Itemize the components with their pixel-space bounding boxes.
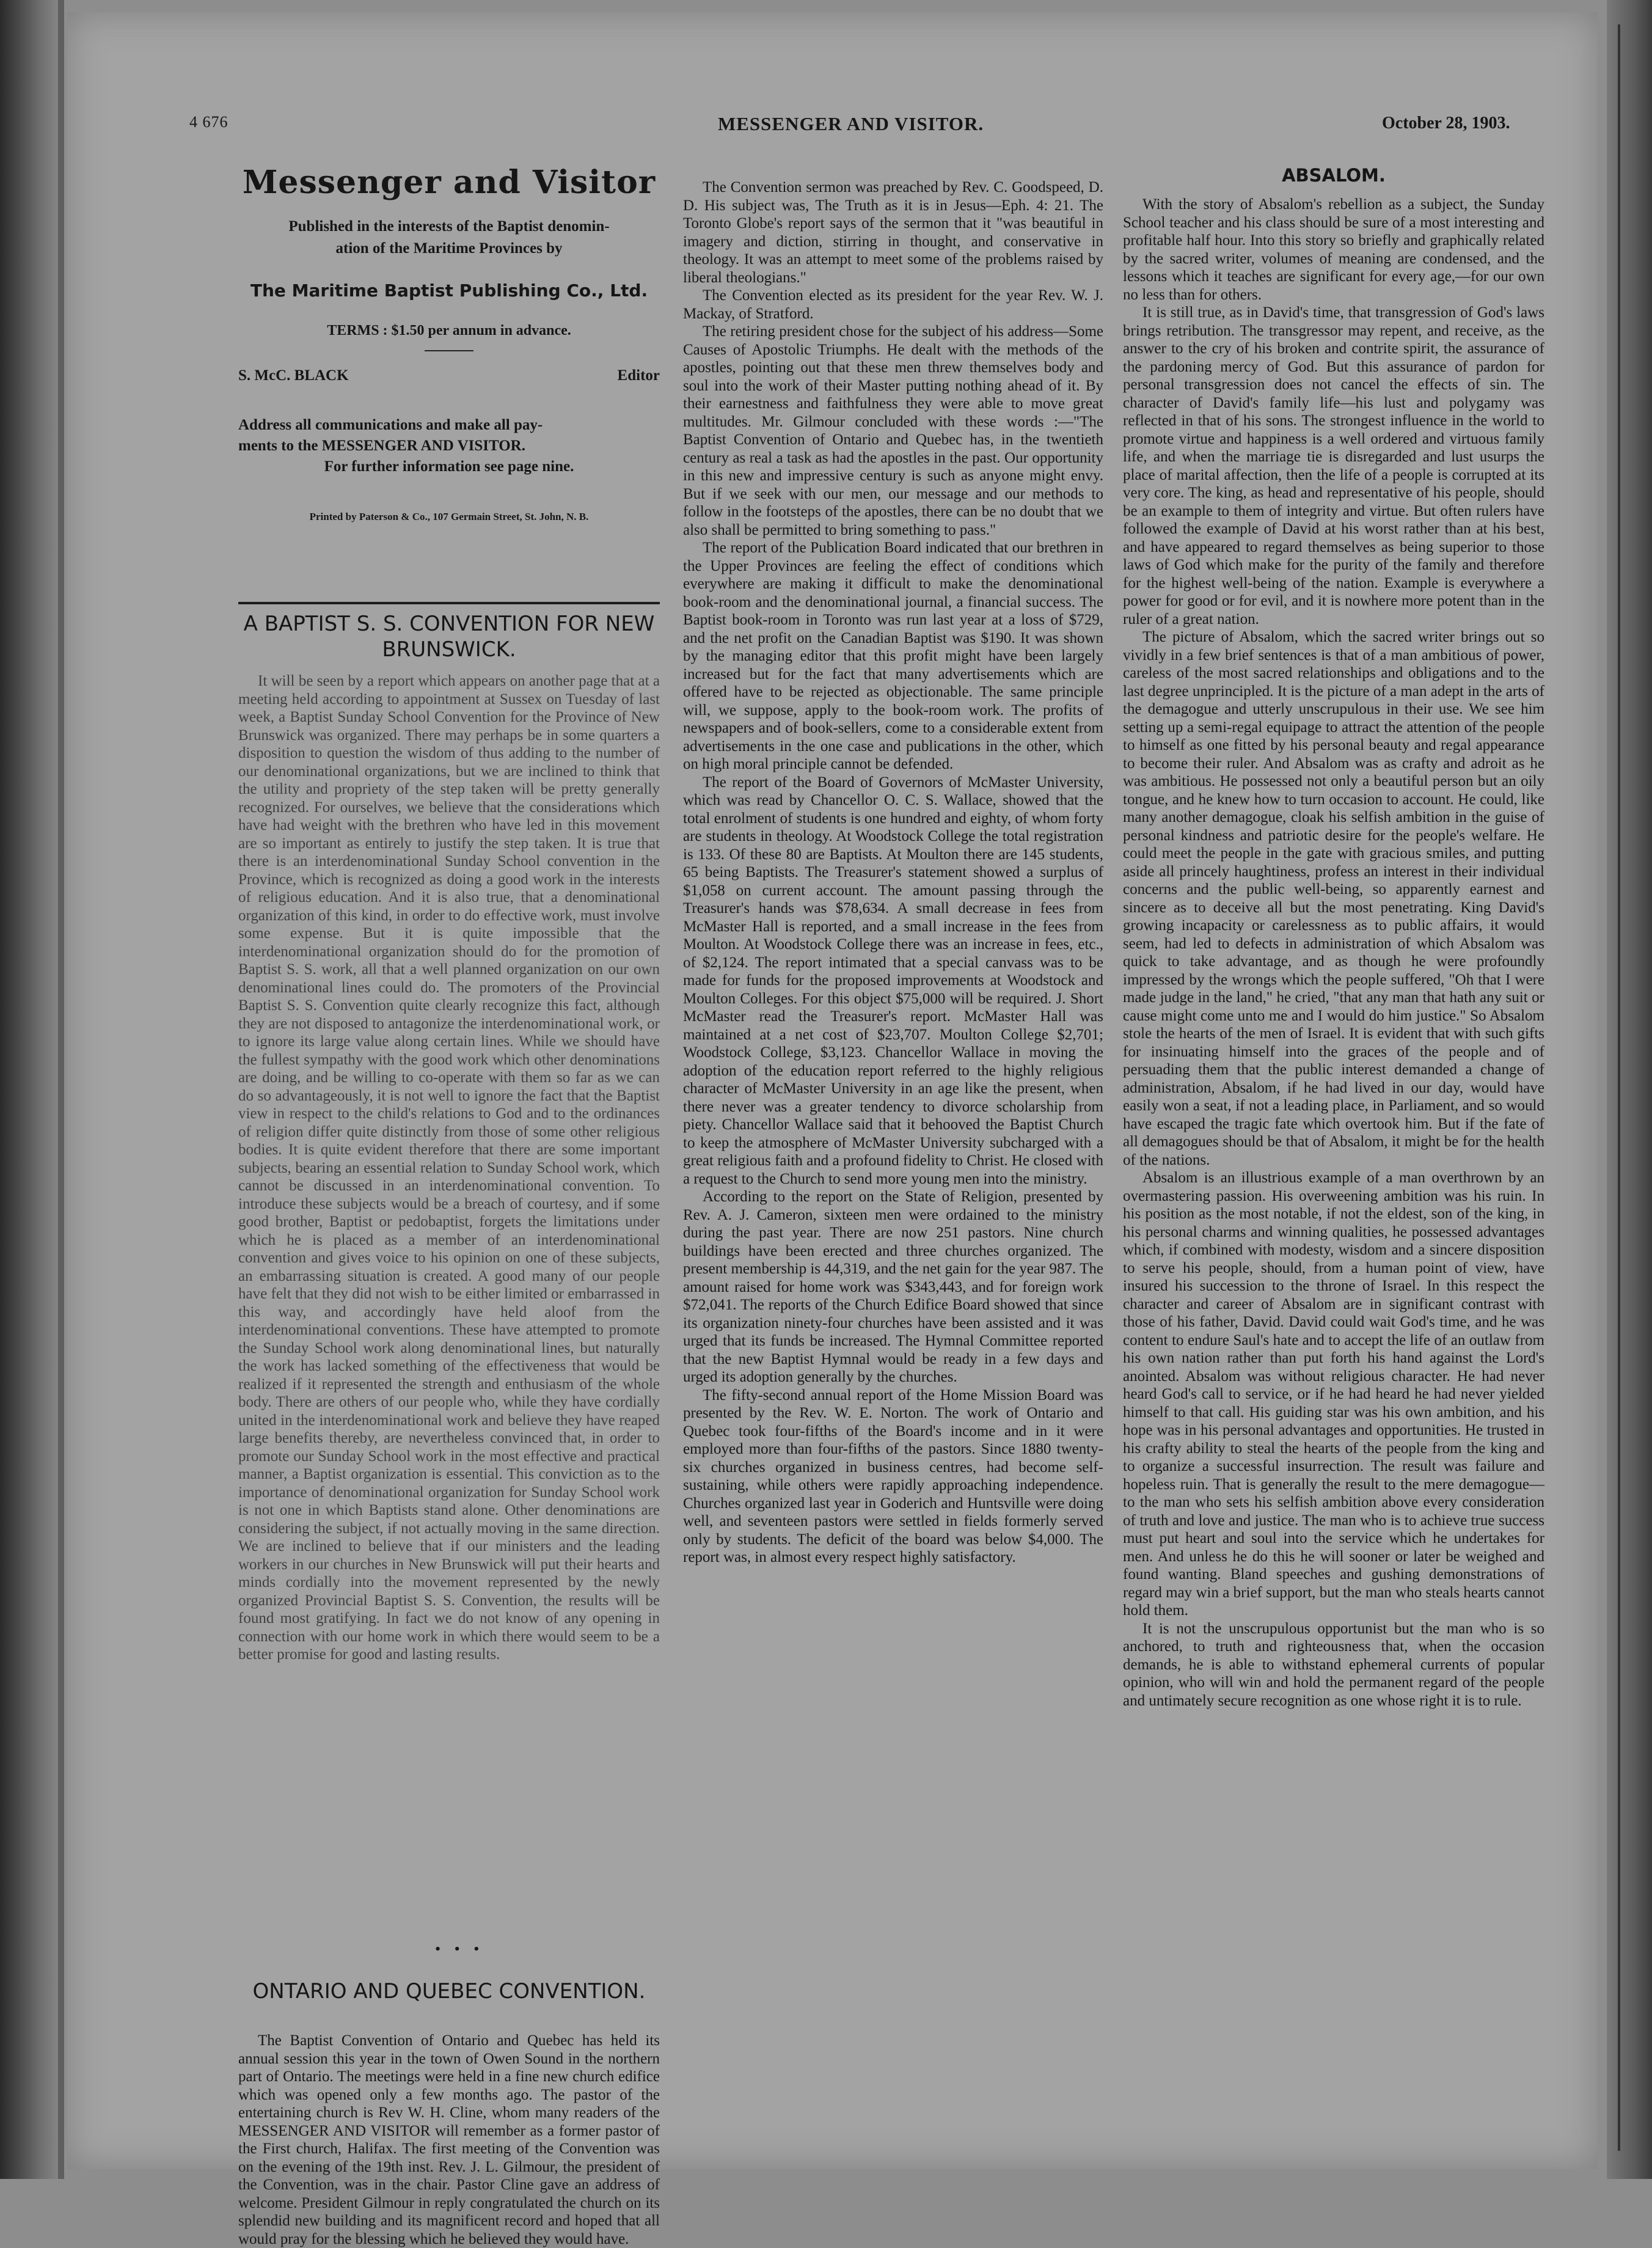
article-ss-convention	[238, 672, 660, 1664]
paragraph: It is not the unscrupulous opportunist but the man who is so anchored, to truth and righteousness that, when the occasion demands, he is able to withstand ephemeral currents of popular opinion, who will win and hold the permanent regard of the people and untimately secure recognition as one whose right it is to rule.	[1123, 1620, 1544, 1709]
editorial-box	[238, 158, 660, 523]
paragraph: The report of the Board of Governors of McMaster University, which was read by Chancellor O. C. S. Wallace, showed that the total enrolment of students is one hundred and eighty, of whom forty are students in theology. At Woodstock College the total registration is 133. Of these 80 are Baptists. At Moulton there are 145 students, 65 being Baptists. The Treasurer's statement showed a surplus of $1,058 on current account. The amount passing through the Treasurer's hands was $78,634. A small decrease in fees from McMaster Hall is reported, and a small increase in the fees from Moulton. At Woodstock College there was an increase in fees, etc., of $2,124. The report intimated that a special canvass was to be made for funds for the proposed improvements at Woodstock and Moulton Colleges. For this object $75,000 will be required. J. Short McMaster read the Treasurer's report. McMaster Hall was maintained at a net cost of $23,707. Moulton College $2,701; Woodstock College, $3,123. Chancellor Wallace in moving the adoption of the education report referred to the highly religious character of McMaster University in an age like the present, when there never was a greater tendency to divorce scholarship from piety. Chancellor Wallace said that it behooved the Baptist Church to keep the atmosphere of McMaster University subcharged with a great religious faith and a profound fidelity to Christ. He closed with a request to the Church to send more young men into the ministry.	[683, 774, 1103, 1187]
paragraph: The retiring president chose for the subject of his address—Some Causes of Apostolic Triumphs. He dealt with the methods of the apostles, pointing out that these men threw themselves body and soul into the work of their Master putting nothing ahead of it. By their earnestness and faithfulness they were able to move great multitudes. Mr. Gilmour concluded with these words :—"The Baptist Convention of Ontario and Quebec has, in the twentieth century as real a task as had the apostles in the past. Our opportunity in this new and impressive century is such as anyone might envy. But if we seek with our men, our message and our methods to follow in the footsteps of the apostles, there can be no doubt that we also shall be permitted to bring something to pass."	[683, 323, 1103, 538]
paragraph: According to the report on the State of Religion, presented by Rev. A. J. Cameron, sixteen men were ordained to the ministry during the past year. There are now 251 pastors. Nine church buildings have been erected and three churches organized. The present membership is 44,319, and the net gain for the year 987. The amount raised for home work was $343,443, and for foreign work $72,041. The reports of the Church Edifice Board showed that since its organization ninety-four churches have been assisted and it was urged that its funds be increased. The Hymnal Committee reported that the new Baptist Hymnal would be ready in a few days and urged its adoption generally by the churches.	[683, 1188, 1103, 1385]
article-ontario-quebec-start	[238, 2032, 660, 2247]
section-ornament: • • •	[435, 1940, 484, 1958]
headline-ontario-quebec: ONTARIO AND QUEBEC CONVENTION.	[252, 1979, 646, 2004]
publisher-name: The Maritime Baptist Publishing Co., Ltd.	[250, 280, 648, 301]
running-masthead: MESSENGER AND VISITOR.	[718, 113, 984, 134]
address-line-3: For further information see page nine.	[324, 458, 574, 475]
issue-date: October 28, 1903.	[1382, 114, 1510, 133]
paper-name: Messenger and Visitor	[242, 164, 656, 201]
paragraph: With the story of Absalom's rebellion as a subject, the Sunday School teacher and his class should be sure of a most interesting and profitable half hour. Into this story so briefly and graphically related by the sacred writer, volumes of meaning are condensed, and the lessons which it teaches are significant for every age,—for our own no less than for others.	[1123, 196, 1544, 303]
paragraph-continued: The Baptist Convention of Ontario and Quebec has held its annual session this year in the town of Owen Sound in the northern part of Ontario. The meetings were held in a fine new church edifice which was opened only a few months ago. The pastor of the entertaining church is Rev W. H. Cline, whom many readers of the MESSENGER AND VISITOR will remember as a former pastor of the First church, Halifax. The first meeting of the Convention was on the evening of the 19th inst. Rev. J. L. Gilmour, the president of the Convention, was in the chair. Pastor Cline gave an address of welcome. President Gilmour in reply congratulated the church on its splendid new building and its magnificent record and hoped that all would pray for the blessing which he believed they would have.	[238, 2032, 660, 2247]
printer-credit: Printed by Paterson & Co., 107 Germain Street, St. John, N. B.	[309, 511, 589, 522]
paragraph: The fifty-second annual report of the Home Mission Board was presented by the Rev. W. E. Norton. The work of Ontario and Quebec took four-fifths of the Board's income and in it were employed more than four-fifths of the pastors. Since 1880 twenty-six churches organized in business centres, had become self-sustaining, while others were rapidly approaching independence. Churches organized last year in Goderich and Huntsville were doing well, and seventeen pastors were settled in fields formerly served only by students. The deficit of the board was below $4,000. The report was, in almost every respect highly satisfactory.	[683, 1386, 1103, 1565]
editor-row	[238, 367, 660, 384]
paragraph: The Convention elected as its president for the year Rev. W. J. Mackay, of Stratford.	[683, 287, 1103, 322]
paragraph: The Convention sermon was preached by Rev. C. Goodspeed, D. D. His subject was, The Truth as it is in Jesus—Eph. 4: 21. The Toronto Globe's report says of the sermon that it "was beautiful in imagery and diction, stirring in thought, and conservative in theology. It was an attempt to meet some of the problems raised by liberal theologians."	[683, 179, 1103, 286]
editor-name: S. McC. BLACK	[238, 367, 349, 384]
editor-label: Editor	[617, 367, 660, 384]
paragraph: The report of the Publication Board indicated that our brethren in the Upper Provinces are feeling the effect of conditions which everywhere are making it difficult to make the denominational book-room and the denominational journal, a financial success. The Baptist book-room in Toronto was run last year at a loss of $729, and the net profit on the Canadian Baptist was $190. It was shown by the managing editor that this profit might have been largely increased but for the fact that many advertisements which are offered have to be rejected as objectionable. The same principle will, we suppose, apply to the book-room work. The profits of newspapers and of book-sellers, come to a considerable extent from advertisements in the one case and publications in the other, which on high moral principle cannot be defended.	[683, 540, 1103, 772]
paragraph: The picture of Absalom, which the sacred writer brings out so vividly in a few brief sentences is that of a man ambitious of power, careless of the most sacred relationships and obligations and to the last degree unprincipled. It is the picture of a man adept in the arts of the demagogue and utterly unscrupulous in their use. We see him setting up a semi-regal equipage to attract the attention of the people to himself as one fitted by his personal beauty and regal appearance to become their ruler. And Absalom was as crafty and adroit as he was ambitious. He possessed not only a beautiful person but an oily tongue, and he knew how to turn occasion to account. He could, like many another demagogue, cloak his selfish ambition in the guise of personal kindness and patriotic desire for the people's welfare. He could meet the people in the gate with gracious smiles, and putting aside all princely haughtiness, profess an interest in their individual concerns and the public well-being, so apparently earnest and sincere as to deceive all but the most penetrating. King David's growing incapacity or carelessness as to public affairs, it would seem, had led to defects in administration of which Absalom was quick to take advantage, and as though he were profoundly impressed by the wrongs which the people suffered, "Oh that I were made judge in the land," he cried, "that any man that hath any suit or cause might come unto me and I would do him justice." So Absalom stole the hearts of the men of Israel. It is evident that with such gifts for insinuating himself into the graces of the people and of persuading them that the public interest demanded a change of administration, Absalom, if he had lived in our day, would have easily won a seat, if not a leading place, in Parliament, and so would have escaped the tragic fate which overtook him. But if the fate of all demagogues should be that of Absalom, it might be for the health of the nations.	[1123, 629, 1544, 1168]
page-gutter	[58, 0, 64, 2179]
headline-absalom: ABSALOM.	[1282, 165, 1386, 186]
next-page-rule	[1618, 24, 1620, 2151]
divider-rule	[425, 350, 473, 351]
article-ontario-quebec-continued	[683, 178, 1103, 1567]
purpose-line-2: ation of the Maritime Provinces by	[335, 240, 563, 257]
book-spine-shadow	[0, 0, 58, 2179]
subscription-terms: TERMS : $1.50 per annum in advance.	[327, 323, 571, 339]
paragraph: Absalom is an illustrious example of a man overthrown by an overmastering passion. His overweening ambition was his ruin. In his position as the most notable, if not the eldest, son of the king, in his personal charms and winning qualities, he possessed advantages which, if combined with modesty, wisdom and a sincere disposition to serve his people, should, from a human point of view, have insured his succession to the throne of Israel. In this respect the character and career of Absalom are in significant contrast with those of his father, David. David could wait God's time, and he was content to endure Saul's hate and to accept the life of an outlaw from his own nation rather than put forth his hand against the Lord's anointed. Absalom was without religious character. He had never heard God's call to service, or if he had heard he had never yielded himself to that call. His guiding star was his own ambition, and his hope was in his personal advantages and opportunities. He trusted in his crafty ability to steal the hearts of the people from the king and to organize a successful insurrection. The result was failure and hopeless ruin. That is generally the result to the mere demagogue—to the man who sets his selfish ambition above every consideration of truth and love and justice. The man who is to achieve true success must put heart and soul into the service which he undertakes for men. And unless he do this he will sooner or later be weighed and found wanting. Bland speeches and gushing demonstrations of regard may win a brief support, but the man who steals hearts cannot hold them.	[1123, 1170, 1544, 1619]
paragraph: It is still true, as in David's time, that transgression of God's laws brings retribution. The transgressor may repent, and receive, as the answer to the cry of his broken and contrite spirit, the assurance of the pardoning mercy of God. But this assurance of pardon for personal transgression does not cancel the effects of sin. The character of David's family life—his lust and polygamy was reflected in that of his sons. The strongest influence in the world to promote virtue and happiness is a well ordered and virtuous family life, and when the marriage tie is disregarded and lust usurps the place of marital affection, then the life of a people is corrupted at its very core. The king, as head and representative of his people, should be an example to them of integrity and virtue. But often rulers have followed the example of David at his worst rather than at his best, and have appeared to regard themselves as being superior to those laws of God which make for the purity of the family and therefore for the highest well-being of the nation. Example is everywhere a power for good or for evil, and it is nowhere more potent than in the ruler of a great nation.	[1123, 304, 1544, 628]
article-absalom	[1123, 196, 1544, 1710]
next-page-edge	[1607, 0, 1652, 2179]
address-line-1: Address all communications and make all pay-	[238, 417, 543, 433]
page-number: 4 676	[189, 113, 228, 131]
heavy-divider	[238, 602, 660, 604]
headline-ss-convention: A BAPTIST S. S. CONVENTION FOR NEW BRUNSWICK.	[243, 612, 655, 662]
purpose-line-1: Published in the interests of the Baptist denomin-	[288, 218, 610, 235]
paragraph: It will be seen by a report which appears on another page that at a meeting held according to appointment at Sussex on Tuesday of last week, a Baptist Sunday School Convention for the Province of New Brunswick was organized. There may perhaps be in some quarters a disposition to question the wisdom of thus adding to the number of our denominational organizations, but we are inclined to think that the utility and propriety of the step taken will be pretty generally recognized. For ourselves, we believe that the considerations which have had weight with the brethren who have led in this movement are so important as entirely to justify the step taken. It is true that there is an interdenominational Sunday School convention in the Province, which is recognized as doing a good work in the interests of religious education. And it is also true, that a denominational organization of this kind, in order to do effective work, must involve some expense. But it is quite impossible that the interdenominational organization should do for the promotion of Baptist S. S. work, all that a well planned organization on our own denominational lines could do. The promoters of the Provincial Baptist S. S. Convention quite clearly recognize this fact, although they are not disposed to antagonize the interdenominational work, or to ignore its large value along certain lines. While we should have the fullest sympathy with the good work which other denominations are doing, and be willing to co-operate with them so far as we can do so advantageously, it is not well to ignore the fact that the Baptist view in respect to the child's relations to God and to the ordinances of religion differ quite distinctly from those of some other religious bodies. It is quite evident therefore that there are some important subjects, bearing an essential relation to Sunday School work, which cannot be discussed in an interdenominational convention. To introduce these subjects would be a breach of courtesy, and if some good brother, Baptist or pedobaptist, forgets the limitations under which he is placed as a member of an interdenominational convention and gives voice to his opinion on one of these subjects, an embarrassing situation is created. A good many of our people have felt that they did not wish to be either limited or embarrassed in this way, and accordingly have held aloof from the interdenominational conventions. These have attempted to promote the Sunday School work along denominational lines, but naturally the work has lacked something of the effectiveness that would be realized if it represented the strength and enthusiasm of the whole body. There are others of our people who, while they have cordially united in the interdenominational work and believe they have reaped large benefits thereby, are nevertheless convinced that, in order to promote our Sunday School work in the most effective and practical manner, a Baptist organization is essential. This conviction as to the importance of denominational organization for Sunday School work is not one in which Baptists stand alone. Other denominations are considering the subject, if not actually moving in the same direction. We are inclined to believe that if our ministers and the leading workers in our churches in New Brunswick will put their hearts and minds cordially into the movement represented by the newly organized Provincial Baptist S. S. Convention, the results will be found most gratifying. In fact we do not know of any opening in connection with our home work in which there would seem to be a better promise for good and lasting results.	[238, 673, 660, 1663]
address-line-2: ments to the MESSENGER AND VISITOR.	[238, 438, 525, 454]
